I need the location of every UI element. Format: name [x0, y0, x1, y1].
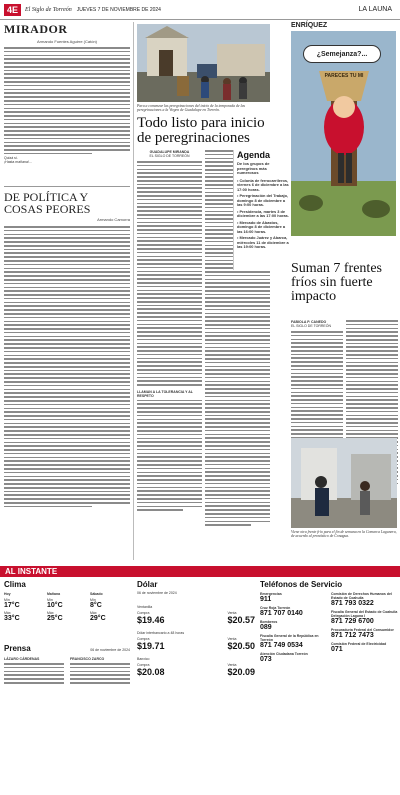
clima-block — [4, 580, 130, 622]
al-instante-banner: AL INSTANTE — [0, 566, 400, 577]
agenda-item: • Colonia de ferrocarrileros, viernes 6 de diciembre a las 17:00 horas. — [237, 177, 289, 192]
cartoon-title: ENRÍQUEZ — [291, 22, 328, 29]
agenda-item: • Mercado de Abastos, domingo 8 de diciembre a las 16:00 horas. — [237, 219, 285, 234]
main-story-text-1b — [137, 400, 202, 511]
column-divider — [133, 22, 134, 560]
prensa-block — [4, 644, 130, 684]
phone-entry: Emergencias 911 — [260, 592, 282, 603]
phone-entry: Comisión de Derechos Humanos del Estado de Coahuila 871 793 0322 — [331, 592, 392, 607]
frentes-headline: Suman 7 frentes fríos sin fuerte impacto — [291, 261, 382, 304]
mirador-text — [4, 47, 130, 154]
page-number: 4E — [4, 4, 21, 16]
section-name: LA LAUNA — [358, 6, 392, 13]
agenda-item: • Mercado Juárez y Abarca, miércoles 11 de diciembre a las 19:00 horas. — [237, 235, 289, 250]
agenda-intro: De los grupos de peregrinos más numerosos — [237, 161, 270, 176]
mirador-column — [4, 22, 130, 164]
clima-min-labels: Mín Mín Mín — [4, 598, 96, 602]
agenda-box — [233, 150, 289, 270]
dolar-value: $20.08 — [137, 667, 165, 677]
main-author: GUADALUPE MIRANDA — [149, 150, 190, 154]
frentes-caption: Viene otra frente frío para el fin de semana en la Comarca Lagunera, de acuerdo al pronóstico de Conagua. — [291, 530, 397, 539]
prensa-col1-title: LÁZARO CÁRDENAS — [4, 657, 40, 661]
footer — [0, 566, 400, 795]
dolar-value: $19.46 — [137, 615, 165, 625]
cartoon-block — [291, 22, 396, 236]
phone-entry: Fiscalía General de la República en Torreón 871 749 0534 — [260, 634, 319, 649]
prensa-col2-title: FRANCISCO ZARCO — [70, 657, 105, 661]
clima-days: Hoy Mañana Sábado — [4, 592, 103, 596]
phone-entry: Cruz Roja Torreón 871 707 0140 — [260, 606, 303, 617]
clima-maxs: 33°C 25°C 29°C — [4, 615, 106, 622]
dolar-title: Dólar — [137, 580, 158, 589]
dolar-sublabel-3: Banxico — [137, 657, 150, 661]
phone-entry: Comisión Federal de Electricidad 071 — [331, 642, 387, 653]
prensa-title: Prensa — [4, 644, 31, 653]
phone-entry: Bomberos 089 — [260, 620, 278, 631]
prensa-date: 06 de noviembre de 2024 — [90, 648, 130, 652]
main-story-col1 — [137, 150, 202, 511]
politica-byline: Armando Camorra — [97, 217, 130, 222]
telefonos-col1 — [260, 592, 327, 666]
phone-entry: Atención Ciudadana Torreón 073 — [260, 652, 308, 663]
main-headline: Todo listo para inicio de peregrinaciones — [137, 115, 265, 146]
dolar-value: $19.71 — [137, 641, 165, 651]
agenda-title: Agenda — [237, 150, 271, 160]
agenda-item: • Presidencia, martes 3 de diciembre a las 17:00 horas. — [237, 208, 289, 219]
date: JUEVES 7 DE NOVIEMBRE DE 2024 — [76, 6, 161, 13]
telefonos-block — [260, 580, 398, 666]
telefonos-col2 — [331, 592, 398, 666]
cartoon-sign: PARECES TU MI — [324, 73, 364, 79]
phone-entry: Fiscalía General del Estado de Coahuila Delegación Laguna I 871 729 6700 — [331, 610, 398, 625]
main-story-text-1 — [137, 161, 202, 386]
brand: El Siglo de Torreón — [25, 6, 72, 13]
dolar-date: 06 de noviembre de 2024 — [137, 591, 177, 595]
politica-title-2: COSAS PEORES — [4, 202, 91, 216]
politica-column — [4, 191, 130, 507]
main-outlet: EL SIGLO DE TORREÓN — [149, 154, 190, 158]
cartoon-image — [291, 31, 396, 236]
telefonos-title: Teléfonos de Servicio — [260, 580, 343, 589]
frentes-outlet: EL SIGLO DE TORREÓN — [291, 324, 332, 328]
page-header — [0, 0, 400, 20]
dolar-sublabel-2: Dólar interbancario a 48 horas — [137, 631, 185, 635]
phone-entry: Procuraduría Federal del Consumidor 871 712 7473 — [331, 628, 394, 639]
agenda-list — [237, 179, 289, 250]
main-subhead: LLAMAN A LA TOLERANCIA Y AL RESPETO — [137, 389, 193, 398]
frentes-photo — [291, 438, 397, 528]
dolar-value: $20.57 — [227, 615, 255, 625]
agenda-item: • Peregrinación del Trabajo, domingo 8 de diciembre a las 9:00 horas. — [237, 193, 289, 208]
clima-mins: 17°C 10°C 8°C — [4, 602, 102, 609]
mirador-title: MIRADOR — [4, 22, 68, 36]
politica-title-1: DE POLÍTICA Y — [4, 190, 89, 204]
mirador-closing: Quizá sí. — [4, 156, 18, 161]
politica-text — [4, 226, 130, 507]
dolar-value: $20.09 — [227, 667, 255, 677]
frentes-author: FABIOLA P. CANEDO — [291, 320, 327, 324]
main-photo-caption: Para a comenzar las peregrinaciones del inicio de la temporada de las peregrinaciones a la Virgen de Guadalupe en Torreón. — [137, 104, 245, 113]
dolar-sublabel-1: Ventanilla — [137, 605, 153, 609]
mirador-sign: ¡Hasta mañana!... — [4, 160, 32, 165]
divider — [4, 186, 130, 187]
clima-max-labels: Máx Máx Máx — [4, 611, 97, 615]
dolar-block: Dólar 06 de noviembre de 2024 Ventanilla Compra $19.46 Venta $20.57 Dólar interbancario a 48 horas Compra $19.71 Venta $20.50 Banxico Compra $20.08 Venta $20.09 — [137, 580, 255, 677]
dolar-value: $20.50 — [227, 641, 255, 651]
mirador-byline: Armando Fuentes Aguirre (Catón) — [36, 39, 98, 44]
clima-title: Clima — [4, 580, 26, 589]
speech-bubble: ¿Semejanza?... — [303, 45, 381, 63]
peregrinos-photo — [137, 24, 270, 102]
